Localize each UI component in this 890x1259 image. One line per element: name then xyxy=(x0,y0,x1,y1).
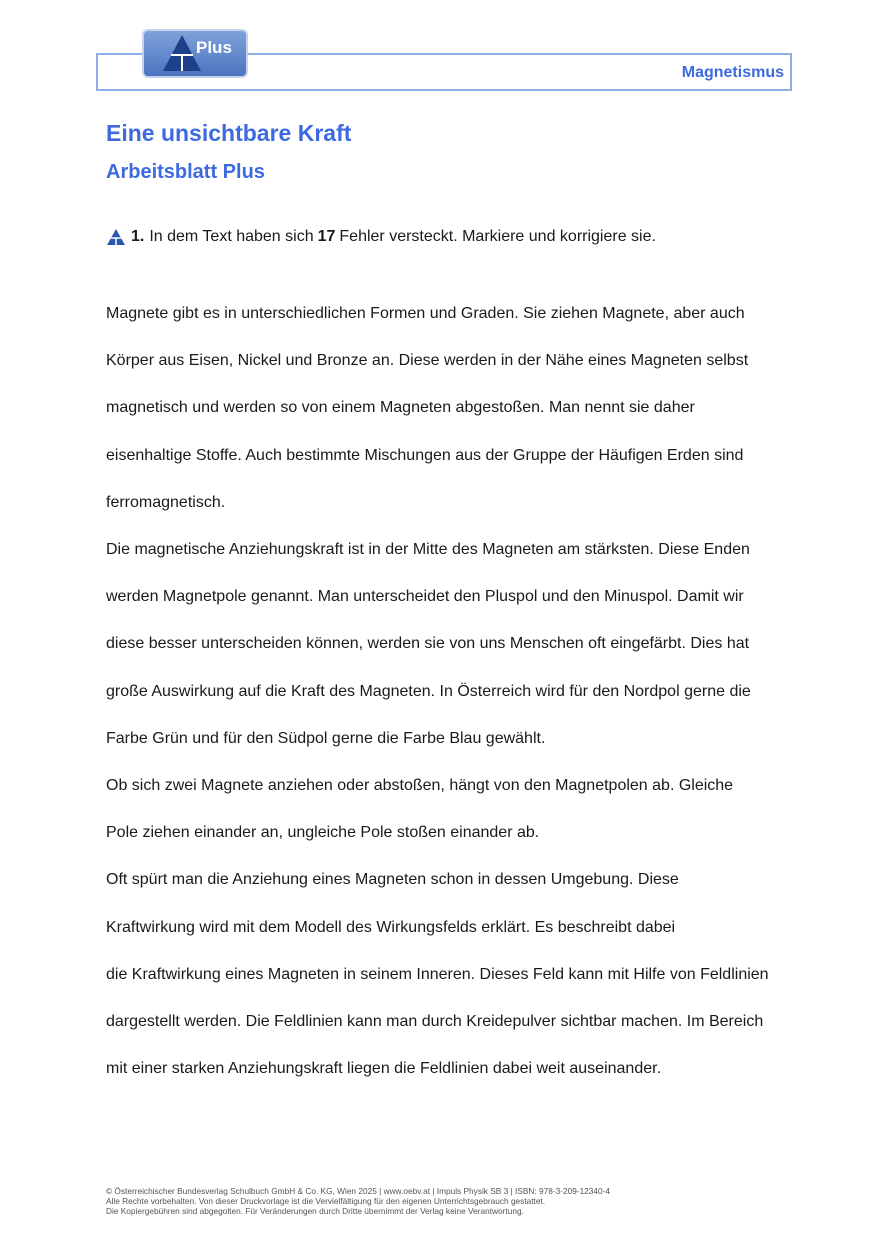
triangle-level-icon xyxy=(106,228,126,246)
text-line: magnetisch und werden so von einem Magneten abgestoßen. Man nennt sie daher xyxy=(106,399,695,417)
text-line: große Auswirkung auf die Kraft des Magneten. In Österreich wird für den Nordpol gerne die xyxy=(106,682,751,700)
text-line: Oft spürt man die Anziehung eines Magneten schon in dessen Umgebung. Diese xyxy=(106,871,679,889)
text-line: Magnete gibt es in unterschiedlichen Formen und Graden. Sie ziehen Magnete, aber auch xyxy=(106,305,745,322)
text-line: Die magnetische Anziehungskraft ist in der Mitte des Magneten am stärksten. Diese Enden xyxy=(106,541,750,559)
task-text-after: Fehler versteckt. Markiere und korrigiere sie. xyxy=(339,228,656,245)
page-subtitle: Arbeitsblatt Plus xyxy=(106,161,265,183)
text-line: Pole ziehen einander an, ungleiche Pole stoßen einander ab. xyxy=(106,824,540,842)
footer-line: Alle Rechte vorbehalten. Von dieser Druckvorlage ist die Vervielfältigung für den eigenen Unterrichtsgebrauch gestattet. xyxy=(106,1196,546,1206)
copyright-footer xyxy=(106,1186,610,1216)
text-line: Kraftwirkung wird mit dem Modell des Wirkungsfelds erklärt. Es beschreibt dabei xyxy=(106,918,676,936)
text-line: dargestellt werden. Die Feldlinien kann man durch Kreidepulver sichtbar machen. Im Bereich xyxy=(106,1013,764,1031)
error-text xyxy=(106,290,806,1092)
text-line: ferromagnetisch. xyxy=(106,493,226,511)
footer-line: © Österreichischer Bundesverlag Schulbuch GmbH & Co. KG, Wien 2025 | www.oebv.at | Impuls Physik SB 3 | ISBN: 978-3-209-12340-4 xyxy=(106,1186,611,1196)
task-text-before: In dem Text haben sich xyxy=(149,228,314,245)
text-line: werden Magnetpole genannt. Man unterscheidet den Pluspol und den Minuspol. Damit wir xyxy=(106,588,744,606)
text-line: Ob sich zwei Magnete anziehen oder abstoßen, hängt von den Magnetpolen ab. Gleiche xyxy=(106,777,734,795)
task-instruction xyxy=(106,228,656,246)
text-line: die Kraftwirkung eines Magneten in seinem Inneren. Dieses Feld kann mit Hilfe von Feldlinien xyxy=(106,965,769,983)
topic-label: Magnetismus xyxy=(681,64,784,81)
text-line: eisenhaltige Stoffe. Auch bestimmte Mischungen aus der Gruppe der Häufigen Erden sind xyxy=(106,446,744,464)
footer-line: Die Kopiergebühren sind abgegolten. Für Veränderungen durch Dritte übernimmt der Verlag keine Verantwortung. xyxy=(106,1206,524,1216)
text-line: Körper aus Eisen, Nickel und Bronze an. Diese werden in der Nähe eines Magneten selbst xyxy=(106,352,749,370)
text-line: mit einer starken Anziehungskraft liegen die Feldlinien dabei weit auseinander. xyxy=(106,1060,662,1078)
page-title: Eine unsichtbare Kraft xyxy=(106,120,352,146)
plus-logo xyxy=(142,29,248,78)
text-line: diese besser unterscheiden können, werden sie von uns Menschen oft eingefärbt. Dies hat xyxy=(106,635,750,653)
logo-label: Plus xyxy=(196,38,232,57)
text-line: Farbe Grün und für den Südpol gerne die Farbe Blau gewählt. xyxy=(106,729,546,747)
task-error-count: 17 xyxy=(317,228,336,245)
task-number: 1. xyxy=(131,228,145,245)
